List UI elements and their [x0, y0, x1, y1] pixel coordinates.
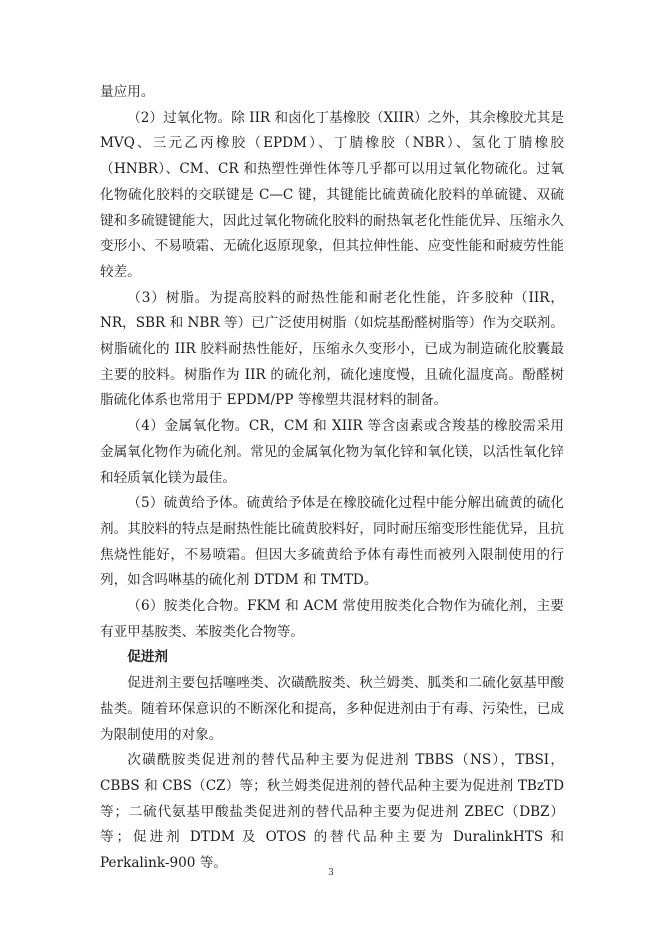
document-body: [100, 80, 564, 877]
paragraph-continuation: 量应用。: [100, 84, 155, 100]
paragraph-accelerators-intro: 促进剂主要包括噻唑类、次磺酰胺类、秋兰姆类、胍类和二硫化氨基甲酸盐类。随着环保意识的不断深化和提高，多种促进剂由于有毒、污染性，已成为限制使用的对象。: [100, 675, 564, 743]
paragraph-sulfur-donors: （5）硫黄给予体。硫黄给予体是在橡胶硫化过程中能分解出硫黄的硫化剂。其胶料的特点是耐热性能比硫黄胶料好，同时耐压缩变形性能优异，且抗焦烧性能好，不易喷霜。但因大多硫黄给予体有毒性而被列入限制使用的行列，如含吗啉基的硫化剂 DTDM 和 TMTD。: [100, 495, 564, 589]
page-number: 3: [328, 868, 334, 878]
paragraph-metal-oxides: （4）金属氧化物。CR，CM 和 XIIR 等含卤素或含羧基的橡胶需采用金属氧化物作为硫化剂。常见的金属氧化物为氧化锌和氧化镁，以活性氧化锌和轻质氧化镁为最佳。: [100, 418, 564, 486]
paragraph-amines: （6）胺类化合物。FKM 和 ACM 常使用胺类化合物作为硫化剂，主要有亚甲基胺类、苯胺类化合物等。: [100, 598, 564, 640]
paragraph-peroxides: （2）过氧化物。除 IIR 和卤化丁基橡胶（XIIR）之外，其余橡胶尤其是 MVQ、三元乙丙橡胶（EPDM）、丁腈橡胶（NBR）、氢化丁腈橡胶（HNBR）、CM、CR 和热塑性弹性体等几乎都可以用过氧化物硫化。过氧化物硫化胶料的交联键是 C—C 键，其键能比硫黄硫化胶料的单硫键、双硫键和多硫键键能大，因此过氧化物硫化胶料的耐热氧老化性能优异、压缩永久变形小、不易喷霜、无硫化返原现象，但其拉伸性能、应变性能和耐疲劳性能较差。: [100, 109, 564, 280]
paragraph-accelerator-substitutes: 次磺酰胺类促进剂的替代品种主要为促进剂 TBBS（NS），TBSI，CBBS 和 CBS（CZ）等；秋兰姆类促进剂的替代品种主要为促进剂 TBzTD 等；二硫代氨基甲酸盐类促进剂的替代品种主要为促进剂 ZBEC（DBZ）等；促进剂 DTDM 及 OTOS 的替代品种主要为 DuralinkHTS 和 Perkalink-900 等。: [100, 752, 564, 872]
paragraph-resins: （3）树脂。为提高胶料的耐热性能和耐老化性能，许多胶种（IIR，NR，SBR 和 NBR 等）已广泛使用树脂（如烷基酚醛树脂等）作为交联剂。树脂硫化的 IIR 胶料耐热性能好，压缩永久变形小，已成为制造硫化胶囊最主要的胶料。树脂作为 IIR 的硫化剂，硫化速度慢，且硫化温度高。酚醛树脂硫化体系也常用于 EPDM/PP 等橡塑共混材料的制备。: [100, 289, 564, 409]
section-heading-accelerators: 促进剂: [127, 649, 168, 666]
